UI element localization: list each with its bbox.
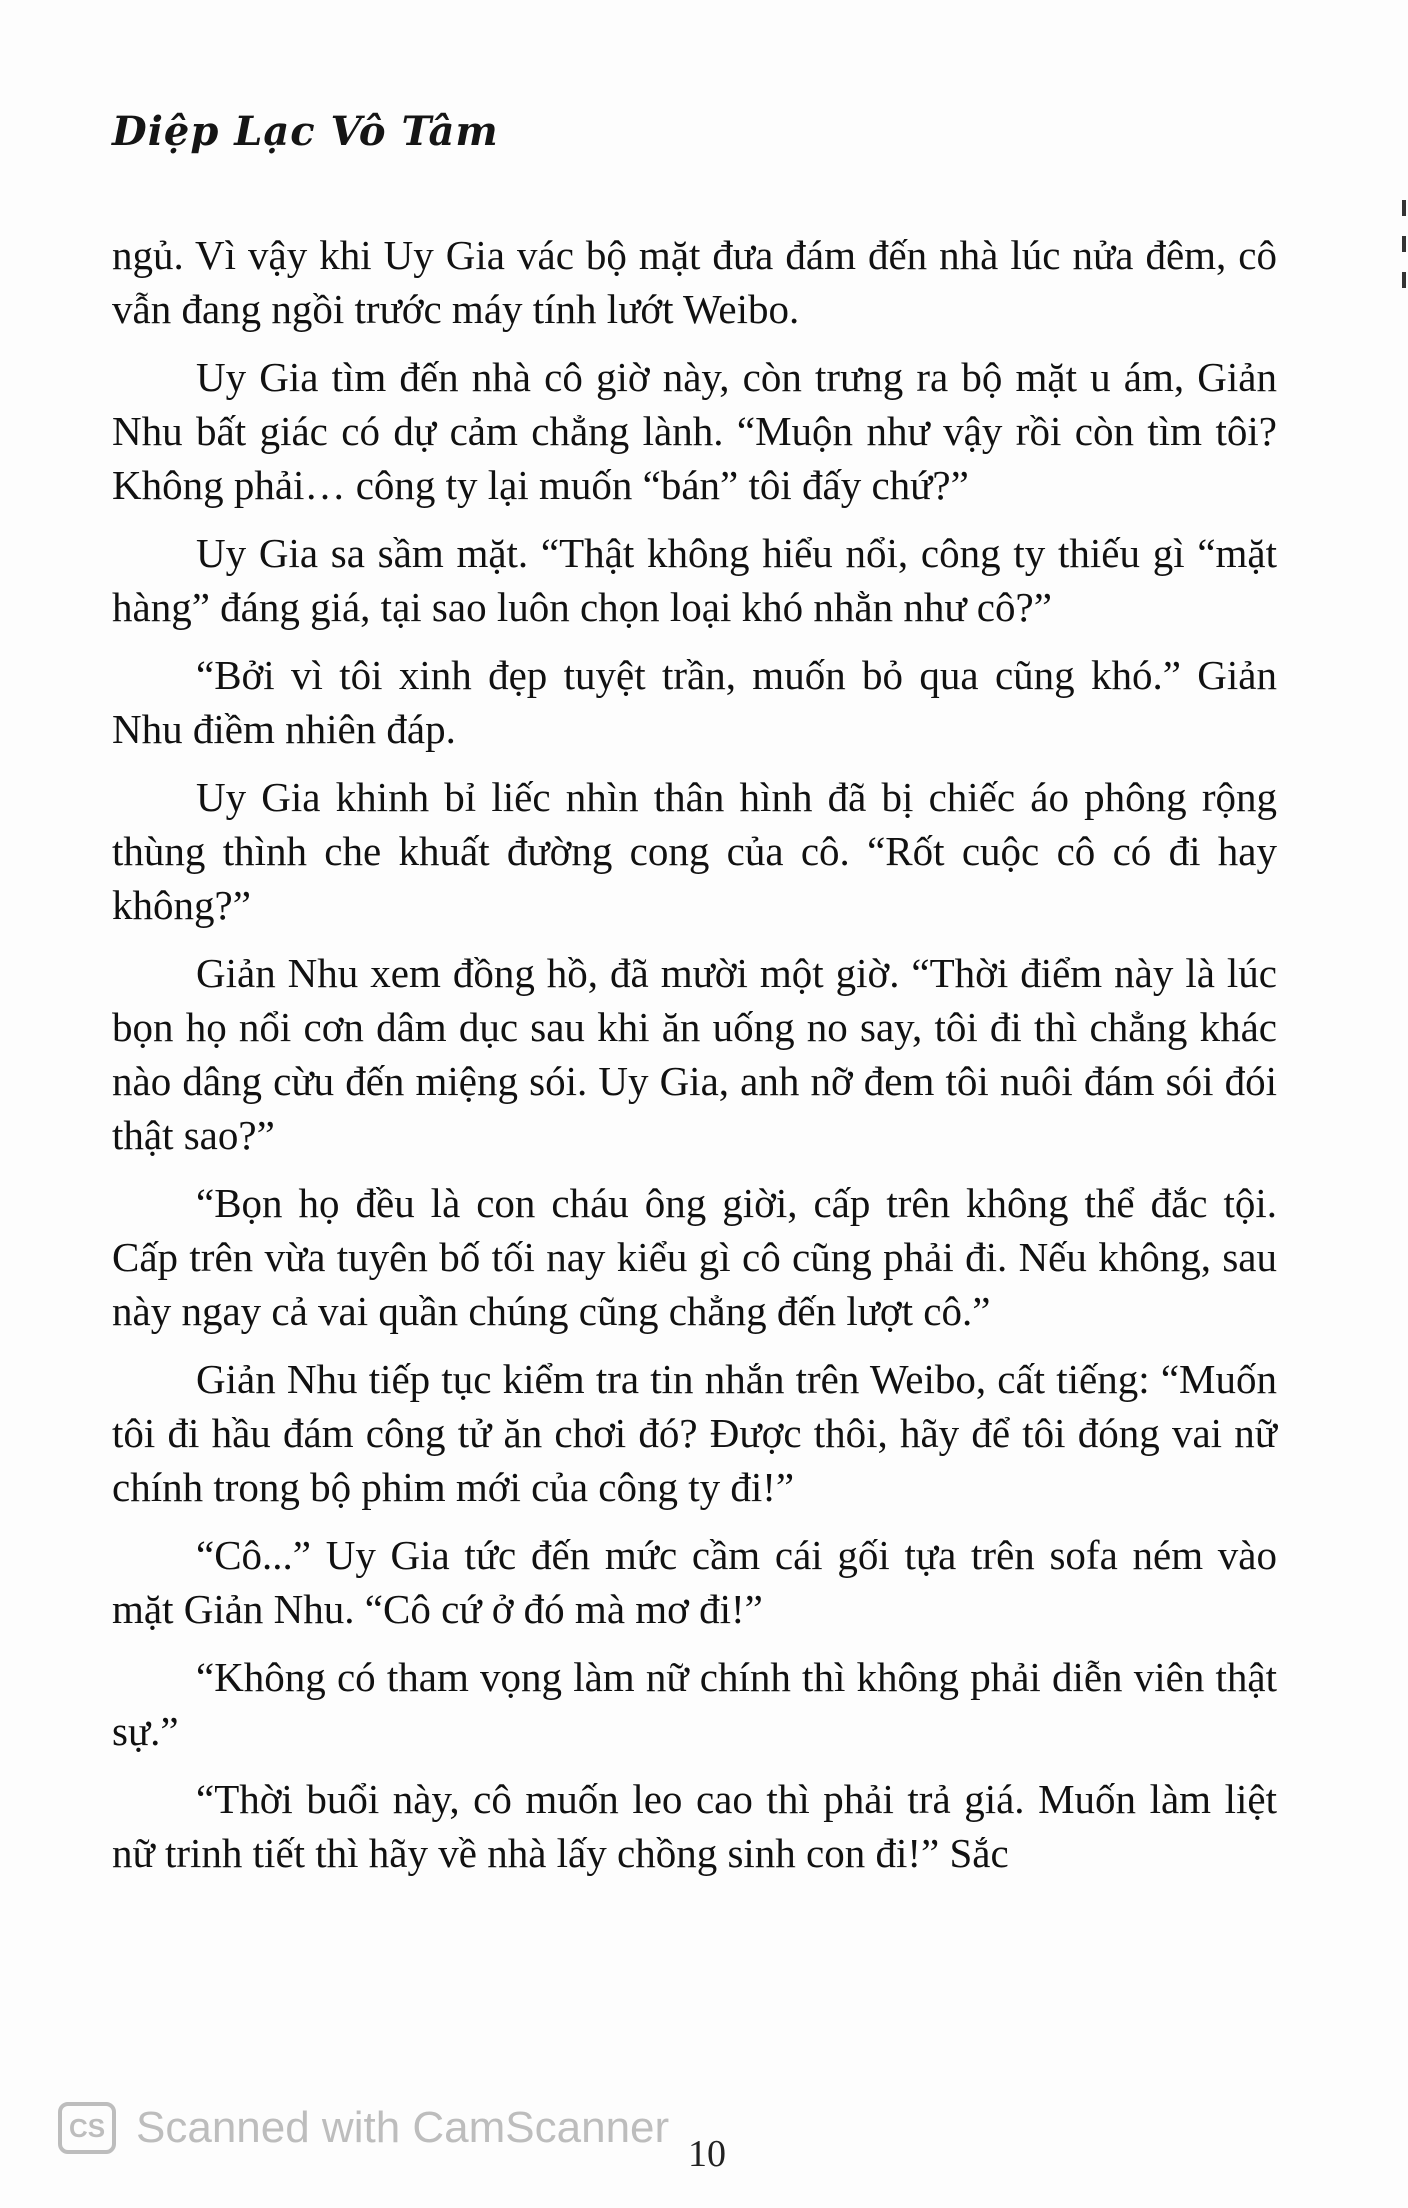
paragraph: Giản Nhu tiếp tục kiểm tra tin nhắn trên Weibo, cất tiếng: “Muốn tôi đi hầu đám công tử ăn chơi đó? Được thôi, hãy để tôi đóng vai nữ chính trong bộ phim mới của công ty đi!”	[112, 1356, 1277, 1510]
paragraph: Uy Gia tìm đến nhà cô giờ này, còn trưng ra bộ mặt u ám, Giản Nhu bất giác có dự cảm chẳng lành. “Muộn như vậy rồi còn tìm tôi? Không phải… công ty lại muốn “bán” tôi đấy chứ?”	[112, 354, 1277, 508]
camscanner-logo-icon: CS	[58, 2102, 116, 2154]
camscanner-watermark	[58, 2102, 669, 2154]
paragraph: “Bởi vì tôi xinh đẹp tuyệt trần, muốn bỏ qua cũng khó.” Giản Nhu điềm nhiên đáp.	[112, 652, 1277, 752]
body-text	[112, 228, 1277, 1894]
paragraph: “Không có tham vọng làm nữ chính thì không phải diễn viên thật sự.”	[112, 1654, 1277, 1754]
paragraph: “Cô...” Uy Gia tức đến mức cầm cái gối tựa trên sofa ném vào mặt Giản Nhu. “Cô cứ ở đó mà mơ đi!”	[112, 1532, 1277, 1632]
page-number: 10	[688, 2133, 726, 2175]
watermark-text: Scanned with CamScanner	[136, 2103, 670, 2152]
paragraph: “Bọn họ đều là con cháu ông giời, cấp trên không thể đắc tội. Cấp trên vừa tuyên bố tối nay kiểu gì cô cũng phải đi. Nếu không, sau này ngay cả vai quần chúng cũng chẳng đến lượt cô.”	[112, 1180, 1277, 1334]
paragraph: ngủ. Vì vậy khi Uy Gia vác bộ mặt đưa đám đến nhà lúc nửa đêm, cô vẫn đang ngồi trước máy tính lướt Weibo.	[112, 232, 1277, 332]
page-edge-marks	[1398, 180, 1408, 340]
paragraph: “Thời buổi này, cô muốn leo cao thì phải trả giá. Muốn làm liệt nữ trinh tiết thì hãy về nhà lấy chồng sinh con đi!” Sắc	[112, 1776, 1277, 1876]
running-header: Diệp Lạc Vô Tâm	[112, 108, 499, 155]
paragraph: Uy Gia khinh bỉ liếc nhìn thân hình đã bị chiếc áo phông rộng thùng thình che khuất đường cong của cô. “Rốt cuộc cô có đi hay không?”	[112, 774, 1277, 928]
paragraph: Uy Gia sa sầm mặt. “Thật không hiểu nổi, công ty thiếu gì “mặt hàng” đáng giá, tại sao luôn chọn loại khó nhằn như cô?”	[112, 530, 1277, 630]
paragraph: Giản Nhu xem đồng hồ, đã mười một giờ. “Thời điểm này là lúc bọn họ nổi cơn dâm dục sau khi ăn uống no say, tôi đi thì chẳng khác nào dâng cừu đến miệng sói. Uy Gia, anh nỡ đem tôi nuôi đám sói đói thật sao?”	[112, 950, 1277, 1158]
